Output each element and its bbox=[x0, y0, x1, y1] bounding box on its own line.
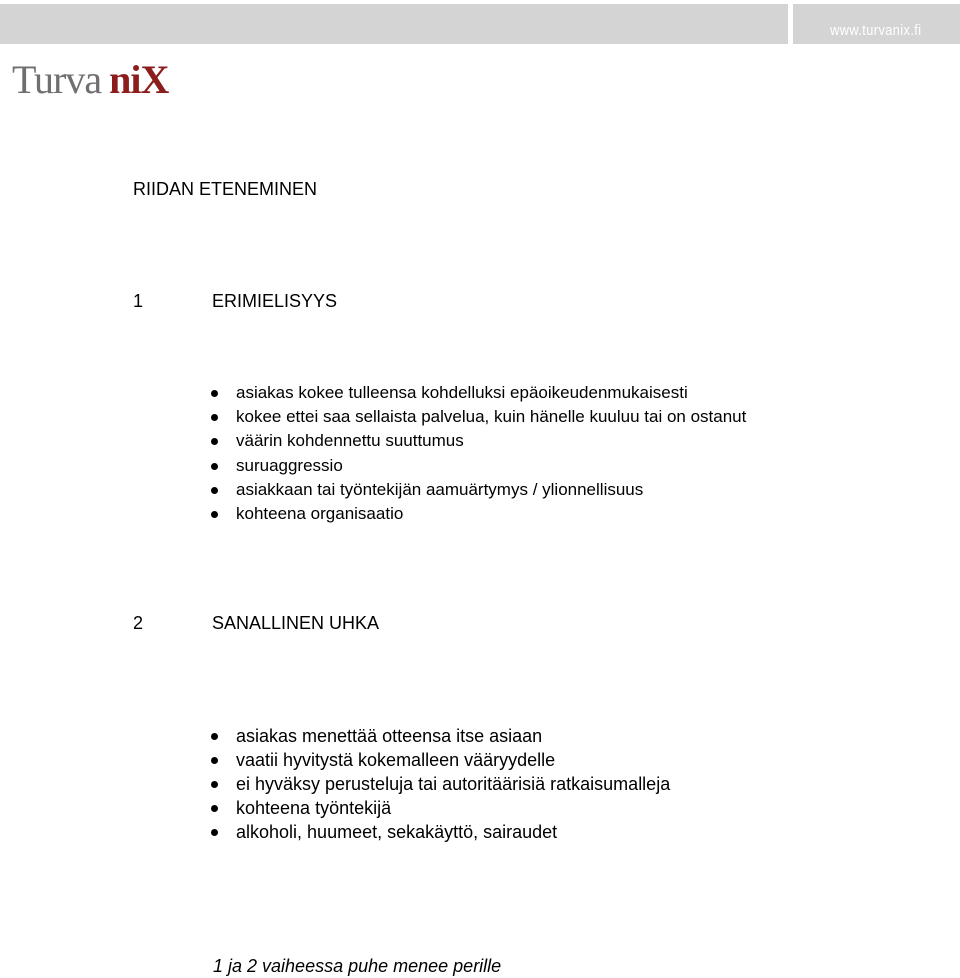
list-item bbox=[210, 429, 746, 453]
turvanix-logo bbox=[12, 56, 169, 102]
bullet-icon bbox=[211, 733, 218, 740]
list-item bbox=[210, 748, 670, 772]
list-item-text: väärin kohdennettu suuttumus bbox=[236, 431, 464, 451]
section-number: 2 bbox=[133, 613, 144, 633]
list-item bbox=[210, 478, 746, 502]
list-item-text: asiakkaan tai työntekijän aamuärtymys / ylionnellisuus bbox=[236, 479, 644, 499]
logo-text-nix: niX bbox=[109, 57, 169, 102]
list-item-text: ei hyväksy perusteluja tai autoritäärisiä ratkaisumalleja bbox=[236, 774, 671, 794]
header-bar bbox=[0, 4, 960, 44]
document-title: RIIDAN ETENEMINEN bbox=[133, 179, 318, 199]
bullet-icon bbox=[211, 390, 218, 397]
bullet-icon bbox=[211, 805, 218, 812]
list-item bbox=[210, 454, 746, 478]
list-item bbox=[210, 502, 746, 526]
bullet-icon bbox=[211, 511, 218, 518]
list-item bbox=[210, 772, 670, 796]
footer-note: 1 ja 2 vaiheessa puhe menee perille bbox=[213, 956, 502, 976]
list-item bbox=[210, 381, 746, 405]
bullet-icon bbox=[211, 487, 218, 494]
list-item-text: vaatii hyvitystä kokemalleen vääryydelle bbox=[236, 750, 556, 770]
website-url[interactable]: www.turvanix.fi bbox=[830, 22, 922, 39]
list-item-text: kokee ettei saa sellaista palvelua, kuin hänelle kuuluu tai on ostanut bbox=[236, 407, 747, 427]
section-number: 1 bbox=[133, 291, 144, 311]
section-1-list bbox=[210, 381, 746, 526]
bullet-icon bbox=[211, 414, 218, 421]
list-item-text: asiakas kokee tulleensa kohdelluksi epäoikeudenmukaisesti bbox=[236, 383, 688, 402]
bullet-icon bbox=[211, 829, 218, 836]
bullet-icon bbox=[211, 757, 218, 764]
list-item-text: asiakas menettää otteensa itse asiaan bbox=[236, 726, 543, 746]
logo-text-turva: Turva bbox=[12, 57, 102, 102]
section-2-list bbox=[210, 724, 670, 844]
list-item-text: kohteena työntekijä bbox=[236, 798, 392, 818]
section-heading-1 bbox=[133, 291, 337, 312]
list-item bbox=[210, 405, 746, 429]
list-item-text: kohteena organisaatio bbox=[236, 504, 404, 524]
list-item-text: alkoholi, huumeet, sekakäyttö, sairaudet bbox=[236, 822, 558, 842]
bullet-icon bbox=[211, 463, 218, 470]
list-item-text: suruaggressio bbox=[236, 455, 343, 475]
section-heading-2 bbox=[133, 613, 379, 634]
list-item bbox=[210, 724, 670, 748]
section-title: SANALLINEN UHKA bbox=[212, 613, 380, 633]
section-title: ERIMIELISYYS bbox=[212, 291, 338, 311]
list-item bbox=[210, 820, 670, 844]
list-item bbox=[210, 796, 670, 820]
bullet-icon bbox=[211, 438, 218, 445]
bullet-icon bbox=[211, 781, 218, 788]
header-band-left bbox=[0, 4, 788, 44]
